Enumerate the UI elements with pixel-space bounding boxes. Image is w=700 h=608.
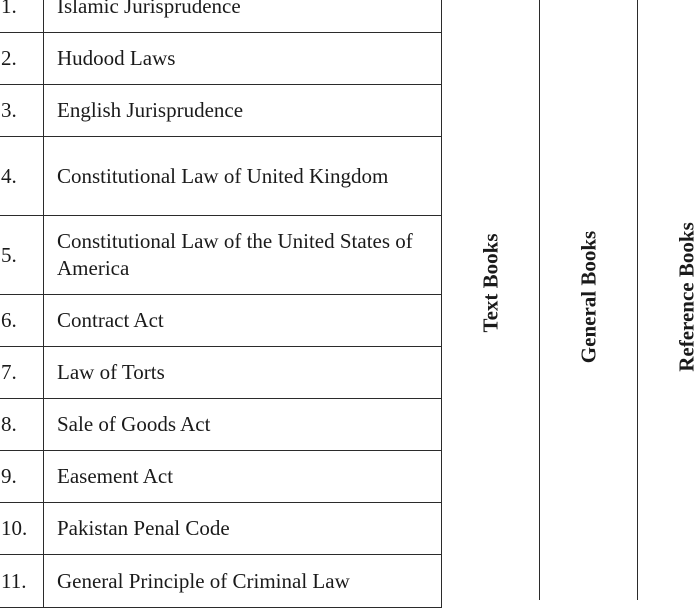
subject-name: Islamic Jurisprudence [44,0,442,33]
table-row [0,137,442,216]
table-row [0,85,442,137]
row-number: 3. [0,85,44,137]
table-row [0,33,442,85]
row-number: 6. [0,295,44,347]
subject-name: Hudood Laws [44,33,442,85]
column-divider [637,0,638,600]
subject-name: Constitutional Law of the United States of America [44,216,442,295]
row-number: 5. [0,216,44,295]
table-row [0,0,442,33]
table-row [0,216,442,295]
row-number: 2. [0,33,44,85]
subject-name: Contract Act [44,295,442,347]
category-text-books: Text Books [478,233,503,333]
row-number: 9. [0,451,44,503]
table-row [0,503,442,555]
table-row [0,399,442,451]
subject-name: English Jurisprudence [44,85,442,137]
subject-name: Sale of Goods Act [44,399,442,451]
row-number: 1. [0,0,44,33]
table-row [0,347,442,399]
row-number: 8. [0,399,44,451]
subject-name: Law of Torts [44,347,442,399]
row-number: 10. [0,503,44,555]
row-number: 7. [0,347,44,399]
subject-name: Easement Act [44,451,442,503]
subject-name: Constitutional Law of United Kingdom [44,137,442,216]
row-number: 4. [0,137,44,216]
table-row [0,451,442,503]
column-divider [539,0,540,600]
category-general-books: General Books [576,230,601,364]
row-number: 11. [0,555,44,608]
subject-name: General Principle of Criminal Law [44,555,442,608]
column-divider [441,0,442,600]
category-reference-books: Reference Books [674,222,699,372]
table-row [0,295,442,347]
subject-name: Pakistan Penal Code [44,503,442,555]
